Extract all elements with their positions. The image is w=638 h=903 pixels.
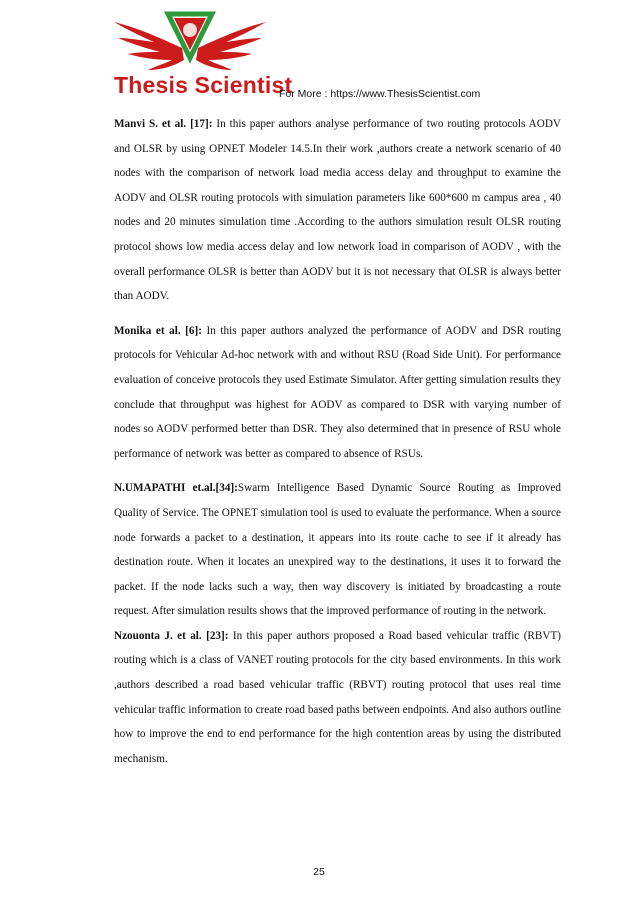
paragraph-monika (114, 319, 561, 467)
paragraph-text: In this paper authors proposed a Road based vehicular traffic (RBVT) routing which is a class of VANET routing protocols for the city based environments. In this work ,authors described a road based vehicular traffic (RBVT) routing protocol that uses real time vehicular traffic information to create road based paths between endpoints. And also authors outline how to improve the end to end performance for the high contention areas by using the distributed mechanism. (114, 629, 561, 765)
brand-name: Thesis Scientist (114, 72, 293, 98)
paragraph-manvi (114, 112, 561, 309)
page-content (114, 112, 561, 781)
paragraph-text: In this paper authors analyse performance of two routing protocols AODV and OLSR by using OPNET Modeler 14.5.In their work ,authors create a network scenario of 40 nodes with the comparison of network load media access delay and throughput to examine the AODV and OLSR routing protocols with simulation parameters like 600*600 m campus area , 40 nodes and 20 minutes simulation time .According to the authors simulation result OLSR routing protocol shows low media access delay and low network load in comparison of AODV , with the overall performance OLSR is better than AODV but it is not necessary that OLSR is always better than AODV. (114, 118, 561, 303)
paragraph-text: Swarm Intelligence Based Dynamic Source Routing as Improved Quality of Service. The OPNET simulation tool is used to evaluate the performance. When a source node forwards a packet to a destination, it appears into its route cache to see if it already has destination route. When it locates an unexpired way to the destinations, it uses it to forward the packet. If the node lacks such a way, then way discovery is initiated by broadcasting a route request. After simulation results shows that the improved performance of routing in the network. (114, 482, 561, 618)
thesis-scientist-logo-icon (110, 8, 270, 80)
page-number: 25 (313, 866, 325, 878)
citation: Nzouonta J. et al. [23]: (114, 629, 229, 642)
paragraph-umapathi (114, 476, 561, 624)
paragraph-text: In this paper authors analyzed the performance of AODV and DSR routing protocols for Vehicular Ad-hoc network with and without RSU (Road Side Unit). For performance evaluation of conceive protocols they used Estimate Simulator. After getting simulation results they conclude that throughput was highest for AODV as compared to DSR with varying number of nodes so AODV performed better than DSR. They also determined that in presence of RSU whole performance of network was better as compared to absence of RSUs. (114, 324, 561, 460)
header-link[interactable]: For More : https://www.ThesisScientist.com (279, 88, 481, 100)
citation: Monika et al. [6]: (114, 324, 202, 337)
paragraph-nzouonta (114, 624, 561, 772)
citation: Manvi S. et al. [17]: (114, 118, 213, 130)
page-header (110, 8, 530, 104)
citation: N.UMAPATHI et.al.[34]: (114, 482, 238, 495)
